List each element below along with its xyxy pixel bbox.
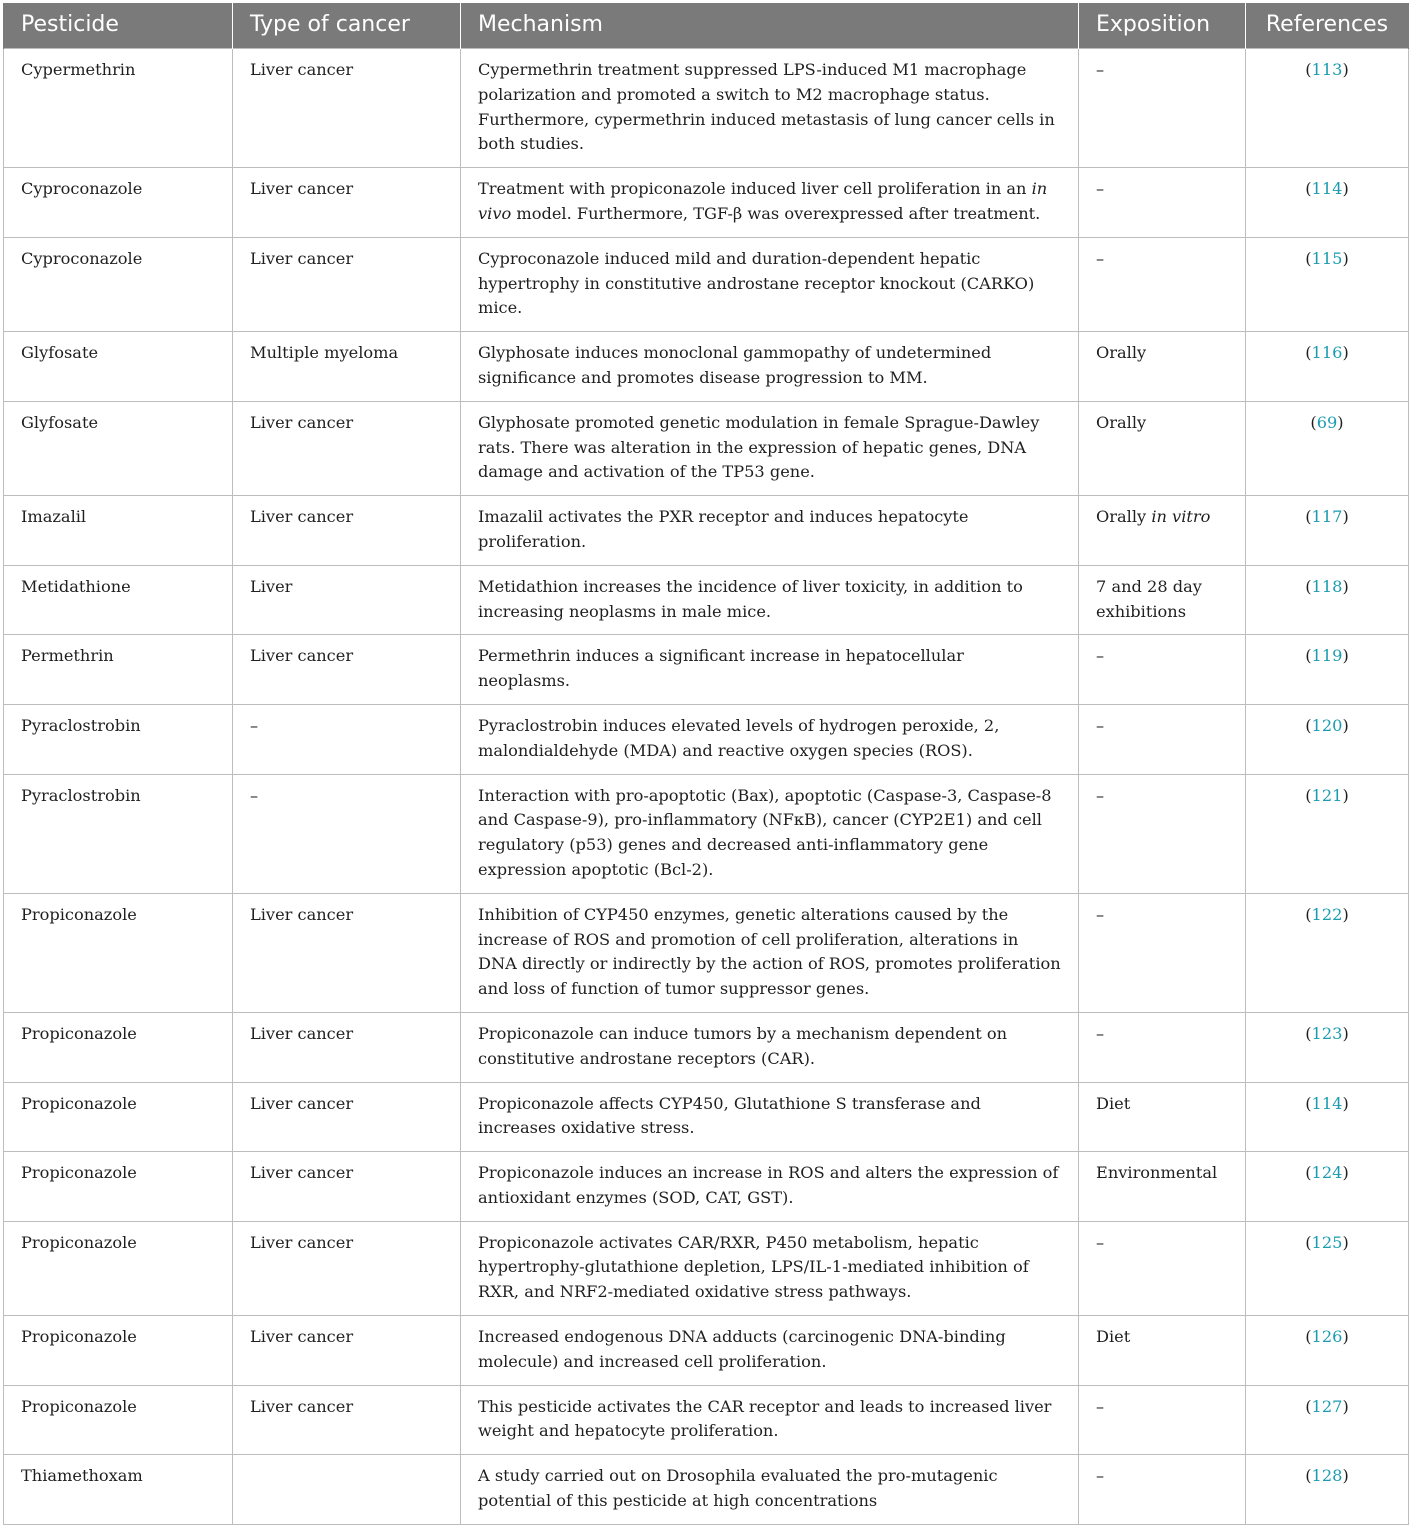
cell-mechanism: This pesticide activates the CAR receptor and leads to increased liver weight and hepatocyte proliferation. [461,1385,1079,1455]
cell-exposition: – [1079,704,1246,774]
table-body [4,49,1409,1525]
header-mechanism: Mechanism [461,3,1079,49]
reference-link[interactable]: 114 [1311,1093,1343,1113]
cell-exposition: – [1079,237,1246,331]
cell-pesticide: Metidathione [4,565,233,635]
cell-type-of-cancer: Liver cancer [233,496,461,566]
cell-type-of-cancer: Liver cancer [233,1385,461,1455]
cell-pesticide: Propiconazole [4,893,233,1012]
cell-exposition: – [1079,1385,1246,1455]
table-row [4,168,1409,238]
table-row [4,332,1409,402]
cell-mechanism: Pyraclostrobin induces elevated levels of hydrogen peroxide, 2, malondialdehyde (MDA) and reactive oxygen species (ROS). [461,704,1079,774]
cell-mechanism: Propiconazole induces an increase in ROS and alters the expression of antioxidant enzymes (SOD, CAT, GST). [461,1152,1079,1222]
cell-type-of-cancer: – [233,704,461,774]
cell-reference: (116) [1246,332,1409,402]
cell-pesticide: Pyraclostrobin [4,774,233,893]
reference-link[interactable]: 118 [1311,576,1343,596]
table-row [4,565,1409,635]
cell-mechanism: Propiconazole activates CAR/RXR, P450 metabolism, hepatic hypertrophy-glutathione depletion, LPS/IL-1-mediated inhibition of RXR, and NRF2-mediated oxidative stress pathways. [461,1221,1079,1315]
cell-reference: (115) [1246,237,1409,331]
cell-reference: (121) [1246,774,1409,893]
cell-exposition: – [1079,893,1246,1012]
cell-mechanism: Treatment with propiconazole induced liver cell proliferation in an in vivo model. Furthermore, TGF-β was overexpressed after treatment. [461,168,1079,238]
cell-type-of-cancer [233,1455,461,1525]
cell-pesticide: Propiconazole [4,1316,233,1386]
cell-mechanism: Propiconazole can induce tumors by a mechanism dependent on constitutive androstane receptors (CAR). [461,1012,1079,1082]
table-header [4,3,1409,49]
cell-reference: (128) [1246,1455,1409,1525]
table-row [4,1012,1409,1082]
cell-type-of-cancer: Liver cancer [233,168,461,238]
cell-reference: (114) [1246,1082,1409,1152]
cell-type-of-cancer: Liver cancer [233,893,461,1012]
cell-mechanism: Imazalil activates the PXR receptor and induces hepatocyte proliferation. [461,496,1079,566]
cell-type-of-cancer: Liver cancer [233,1316,461,1386]
reference-link[interactable]: 128 [1311,1466,1343,1486]
cell-pesticide: Cyproconazole [4,168,233,238]
cell-reference: (113) [1246,49,1409,168]
cell-type-of-cancer: Liver cancer [233,1082,461,1152]
cell-reference: (124) [1246,1152,1409,1222]
reference-link[interactable]: 120 [1311,715,1343,735]
cell-pesticide: Glyfosate [4,332,233,402]
cell-reference: (122) [1246,893,1409,1012]
cell-pesticide: Propiconazole [4,1152,233,1222]
cell-type-of-cancer: Liver cancer [233,49,461,168]
cell-exposition: – [1079,168,1246,238]
cell-exposition: Diet [1079,1082,1246,1152]
header-exposition: Exposition [1079,3,1246,49]
reference-link[interactable]: 122 [1311,904,1343,924]
cell-mechanism: Permethrin induces a significant increase in hepatocellular neoplasms. [461,635,1079,705]
cell-exposition: – [1079,1012,1246,1082]
cell-pesticide: Permethrin [4,635,233,705]
cell-exposition: – [1079,1221,1246,1315]
cell-exposition: Orally [1079,401,1246,495]
cell-exposition: Environmental [1079,1152,1246,1222]
table-row [4,1316,1409,1386]
table-row [4,1082,1409,1152]
cell-type-of-cancer: Liver cancer [233,1221,461,1315]
reference-link[interactable]: 69 [1316,412,1338,432]
cell-type-of-cancer: Liver cancer [233,237,461,331]
cell-exposition: 7 and 28 day exhibitions [1079,565,1246,635]
cell-mechanism: Cyproconazole induced mild and duration-dependent hepatic hypertrophy in constitutive androstane receptor knockout (CARKO) mice. [461,237,1079,331]
cell-pesticide: Cypermethrin [4,49,233,168]
cell-reference: (117) [1246,496,1409,566]
cell-pesticide: Propiconazole [4,1221,233,1315]
table-row [4,401,1409,495]
reference-link[interactable]: 119 [1311,646,1343,666]
header-row [4,3,1409,49]
reference-link[interactable]: 121 [1311,785,1343,805]
cell-reference: (127) [1246,1385,1409,1455]
cell-mechanism: Propiconazole affects CYP450, Glutathione S transferase and increases oxidative stress. [461,1082,1079,1152]
cell-exposition: Orally in vitro [1079,496,1246,566]
header-pesticide: Pesticide [4,3,233,49]
reference-link[interactable]: 113 [1311,60,1343,79]
cell-pesticide: Pyraclostrobin [4,704,233,774]
reference-link[interactable]: 126 [1311,1327,1343,1347]
cell-reference: (120) [1246,704,1409,774]
cell-reference: (126) [1246,1316,1409,1386]
cell-type-of-cancer: Liver cancer [233,635,461,705]
table-row [4,237,1409,331]
cell-exposition: Orally [1079,332,1246,402]
table-row [4,704,1409,774]
cell-type-of-cancer: Liver [233,565,461,635]
cell-exposition: – [1079,1455,1246,1525]
cell-pesticide: Propiconazole [4,1012,233,1082]
cell-pesticide: Thiamethoxam [4,1455,233,1525]
cell-type-of-cancer: Liver cancer [233,1012,461,1082]
table-row [4,774,1409,893]
reference-link[interactable]: 116 [1311,343,1343,363]
cell-reference: (69) [1246,401,1409,495]
pesticide-cancer-table [3,3,1409,1525]
cell-mechanism: Cypermethrin treatment suppressed LPS-induced M1 macrophage polarization and promoted a switch to M2 macrophage status. Furthermore, cypermethrin induced metastasis of lung cancer cells in both studies. [461,49,1079,168]
cell-reference: (125) [1246,1221,1409,1315]
reference-link[interactable]: 127 [1311,1396,1343,1416]
table-row [4,1221,1409,1315]
cell-type-of-cancer: Liver cancer [233,401,461,495]
cell-type-of-cancer: – [233,774,461,893]
reference-link[interactable]: 114 [1311,179,1343,199]
cell-pesticide: Propiconazole [4,1082,233,1152]
table-row [4,1455,1409,1525]
cell-exposition: – [1079,774,1246,893]
cell-mechanism: Interaction with pro-apoptotic (Bax), apoptotic (Caspase-3, Caspase-8 and Caspase-9), pro-inflammatory (NFκB), cancer (CYP2E1) and cell regulatory (p53) genes and decreased anti-inflammatory gene expression apoptotic (Bcl-2). [461,774,1079,893]
cell-exposition: Diet [1079,1316,1246,1386]
reference-link[interactable]: 123 [1311,1023,1343,1043]
table-row [4,893,1409,1012]
cell-mechanism: Glyphosate promoted genetic modulation in female Sprague-Dawley rats. There was alteration in the expression of hepatic genes, DNA damage and activation of the TP53 gene. [461,401,1079,495]
table-row [4,1152,1409,1222]
cell-mechanism: Metidathion increases the incidence of liver toxicity, in addition to increasing neoplasms in male mice. [461,565,1079,635]
table-row [4,496,1409,566]
cell-type-of-cancer: Liver cancer [233,1152,461,1222]
cell-pesticide: Cyproconazole [4,237,233,331]
cell-pesticide: Glyfosate [4,401,233,495]
cell-reference: (119) [1246,635,1409,705]
reference-link[interactable]: 117 [1311,507,1343,527]
header-references: References [1246,3,1409,49]
table-row [4,49,1409,168]
table-row [4,635,1409,705]
reference-link[interactable]: 115 [1311,248,1343,268]
reference-link[interactable]: 124 [1311,1163,1343,1183]
cell-mechanism: Glyphosate induces monoclonal gammopathy of undetermined significance and promotes disease progression to MM. [461,332,1079,402]
cell-reference: (123) [1246,1012,1409,1082]
cell-exposition: – [1079,49,1246,168]
cell-reference: (114) [1246,168,1409,238]
cell-mechanism: A study carried out on Drosophila evaluated the pro-mutagenic potential of this pesticide at high concentrations [461,1455,1079,1525]
cell-type-of-cancer: Multiple myeloma [233,332,461,402]
cell-pesticide: Propiconazole [4,1385,233,1455]
table-row [4,1385,1409,1455]
cell-pesticide: Imazalil [4,496,233,566]
cell-exposition: – [1079,635,1246,705]
cell-mechanism: Inhibition of CYP450 enzymes, genetic alterations caused by the increase of ROS and promotion of cell proliferation, alterations in DNA directly or indirectly by the action of ROS, promotes proliferation and loss of function of tumor suppressor genes. [461,893,1079,1012]
reference-link[interactable]: 125 [1311,1232,1343,1252]
cell-reference: (118) [1246,565,1409,635]
header-type-of-cancer: Type of cancer [233,3,461,49]
cell-mechanism: Increased endogenous DNA adducts (carcinogenic DNA-binding molecule) and increased cell proliferation. [461,1316,1079,1386]
